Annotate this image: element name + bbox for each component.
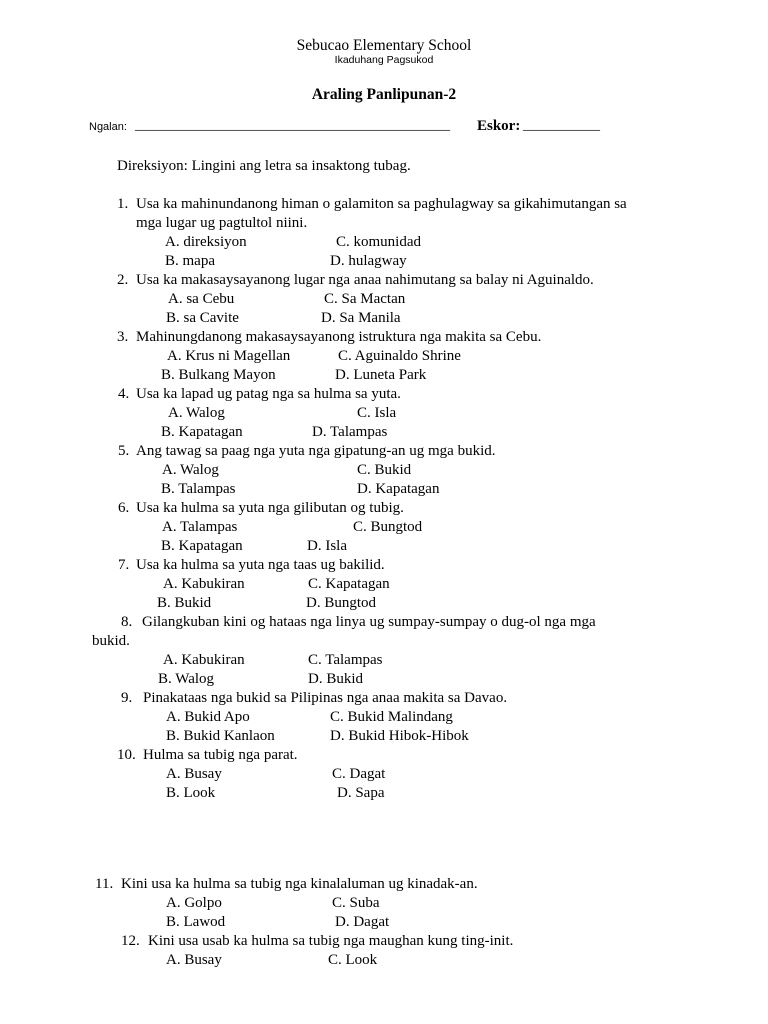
- question-6-option-b[interactable]: B. Kapatagan: [161, 538, 243, 554]
- question-9-option-a[interactable]: A. Bukid Apo: [166, 709, 250, 725]
- question-4-option-c[interactable]: C. Isla: [357, 405, 397, 421]
- question-1-option-d[interactable]: D. hulagway: [330, 253, 407, 269]
- question-2-option-b[interactable]: B. sa Cavite: [166, 310, 239, 326]
- question-6-text: Usa ka hulma sa yuta nga gilibutan og tubig.: [136, 500, 404, 516]
- question-5-option-d[interactable]: D. Kapatagan: [357, 481, 440, 497]
- question-2-option-d[interactable]: D. Sa Manila: [321, 310, 401, 326]
- question-2-option-c[interactable]: C. Sa Mactan: [324, 291, 406, 307]
- question-7-text: Usa ka hulma sa yuta nga taas ug bakilid.: [136, 557, 385, 573]
- question-10-option-d[interactable]: D. Sapa: [337, 785, 385, 801]
- question-4-option-d[interactable]: D. Talampas: [312, 424, 388, 440]
- question-3-text: Mahinungdanong makasaysayanong istruktura nga makita sa Cebu.: [136, 329, 542, 345]
- question-11-option-c[interactable]: C. Suba: [332, 895, 380, 911]
- question-9-text: Pinakataas nga bukid sa Pilipinas nga anaa makita sa Davao.: [143, 690, 508, 706]
- question-8-text: Gilangkuban kini og hataas nga linya ug sumpay-sumpay o dug-ol nga mga: [142, 614, 596, 630]
- question-6-option-a[interactable]: A. Talampas: [162, 519, 238, 535]
- subject-title: Araling Panlipunan-2: [311, 86, 457, 103]
- question-11-option-d[interactable]: D. Dagat: [335, 914, 390, 930]
- question-4-option-b[interactable]: B. Kapatagan: [161, 424, 243, 440]
- question-11-option-b[interactable]: B. Lawod: [166, 914, 226, 930]
- question-4-option-a[interactable]: A. Walog: [168, 405, 225, 421]
- question-9-option-c[interactable]: C. Bukid Malindang: [330, 709, 453, 725]
- score-blank[interactable]: ___________: [523, 118, 600, 133]
- question-6-option-c[interactable]: C. Bungtod: [353, 519, 423, 535]
- question-12-text: Kini usa usab ka hulma sa tubig nga maughan kung ting-init.: [148, 933, 514, 949]
- question-12-number: 12.: [121, 933, 140, 949]
- question-1-text: Usa ka mahinundanong himan o galamiton sa paghulagway sa gikahimutangan sa: [136, 196, 627, 212]
- question-8-text-cont: bukid.: [92, 633, 130, 649]
- question-3-number: 3.: [117, 329, 129, 345]
- question-2-number: 2.: [117, 272, 129, 288]
- question-5-text: Ang tawag sa paag nga yuta nga gipatung-an ug mga bukid.: [136, 443, 496, 459]
- question-6-option-d[interactable]: D. Isla: [307, 538, 347, 554]
- question-10-option-a[interactable]: A. Busay: [166, 766, 222, 782]
- question-7-option-d[interactable]: D. Bungtod: [306, 595, 377, 611]
- question-10-number: 10.: [117, 747, 136, 763]
- directions: Direksiyon: Lingini ang letra sa insaktong tubag.: [117, 158, 411, 174]
- question-3-option-c[interactable]: C. Aguinaldo Shrine: [338, 348, 461, 364]
- question-4-number: 4.: [118, 386, 130, 402]
- question-1-option-b[interactable]: B. mapa: [165, 253, 215, 269]
- question-1-option-a[interactable]: A. direksiyon: [165, 234, 247, 250]
- question-3-option-a[interactable]: A. Krus ni Magellan: [167, 348, 291, 364]
- question-2-text: Usa ka makasaysayanong lugar nga anaa nahimutang sa balay ni Aguinaldo.: [136, 272, 594, 288]
- question-11-option-a[interactable]: A. Golpo: [166, 895, 222, 911]
- score-label: Eskor:: [477, 118, 521, 134]
- question-9-option-b[interactable]: B. Bukid Kanlaon: [166, 728, 275, 744]
- school-name: Sebucao Elementary School: [296, 37, 472, 54]
- question-9-option-d[interactable]: D. Bukid Hibok-Hibok: [330, 728, 469, 744]
- question-11-number: 11.: [95, 876, 114, 892]
- question-3-option-b[interactable]: B. Bulkang Mayon: [161, 367, 276, 383]
- question-7-option-a[interactable]: A. Kabukiran: [163, 576, 245, 592]
- question-5-option-a[interactable]: A. Walog: [162, 462, 219, 478]
- quarter-label: Ikaduhang Pagsukod: [334, 54, 434, 66]
- question-7-option-b[interactable]: B. Bukid: [157, 595, 212, 611]
- question-5-option-c[interactable]: C. Bukid: [357, 462, 412, 478]
- question-8-number: 8.: [121, 614, 133, 630]
- question-8-option-c[interactable]: C. Talampas: [308, 652, 383, 668]
- question-10-option-b[interactable]: B. Look: [166, 785, 216, 801]
- question-10-option-c[interactable]: C. Dagat: [332, 766, 386, 782]
- question-8-option-d[interactable]: D. Bukid: [308, 671, 364, 687]
- question-8-option-b[interactable]: B. Walog: [158, 671, 215, 687]
- question-11-text: Kini usa ka hulma sa tubig nga kinalaluman ug kinadak-an.: [121, 876, 478, 892]
- question-5-number: 5.: [118, 443, 130, 459]
- question-12-option-c[interactable]: C. Look: [328, 952, 378, 968]
- question-10-text: Hulma sa tubig nga parat.: [143, 747, 298, 763]
- question-1-option-c[interactable]: C. komunidad: [336, 234, 421, 250]
- name-label: Ngalan:: [89, 121, 127, 133]
- question-12-option-a[interactable]: A. Busay: [166, 952, 222, 968]
- question-8-option-a[interactable]: A. Kabukiran: [163, 652, 245, 668]
- question-4-text: Usa ka lapad ug patag nga sa hulma sa yuta.: [136, 386, 401, 402]
- question-1-number: 1.: [117, 196, 129, 212]
- question-1-text-cont: mga lugar ug pagtultol niini.: [136, 215, 308, 231]
- question-6-number: 6.: [118, 500, 130, 516]
- question-2-option-a[interactable]: A. sa Cebu: [168, 291, 235, 307]
- name-blank[interactable]: _____________________________________________: [135, 118, 450, 133]
- question-5-option-b[interactable]: B. Talampas: [161, 481, 236, 497]
- question-7-option-c[interactable]: C. Kapatagan: [308, 576, 390, 592]
- question-3-option-d[interactable]: D. Luneta Park: [335, 367, 427, 383]
- question-9-number: 9.: [121, 690, 133, 706]
- question-7-number: 7.: [118, 557, 130, 573]
